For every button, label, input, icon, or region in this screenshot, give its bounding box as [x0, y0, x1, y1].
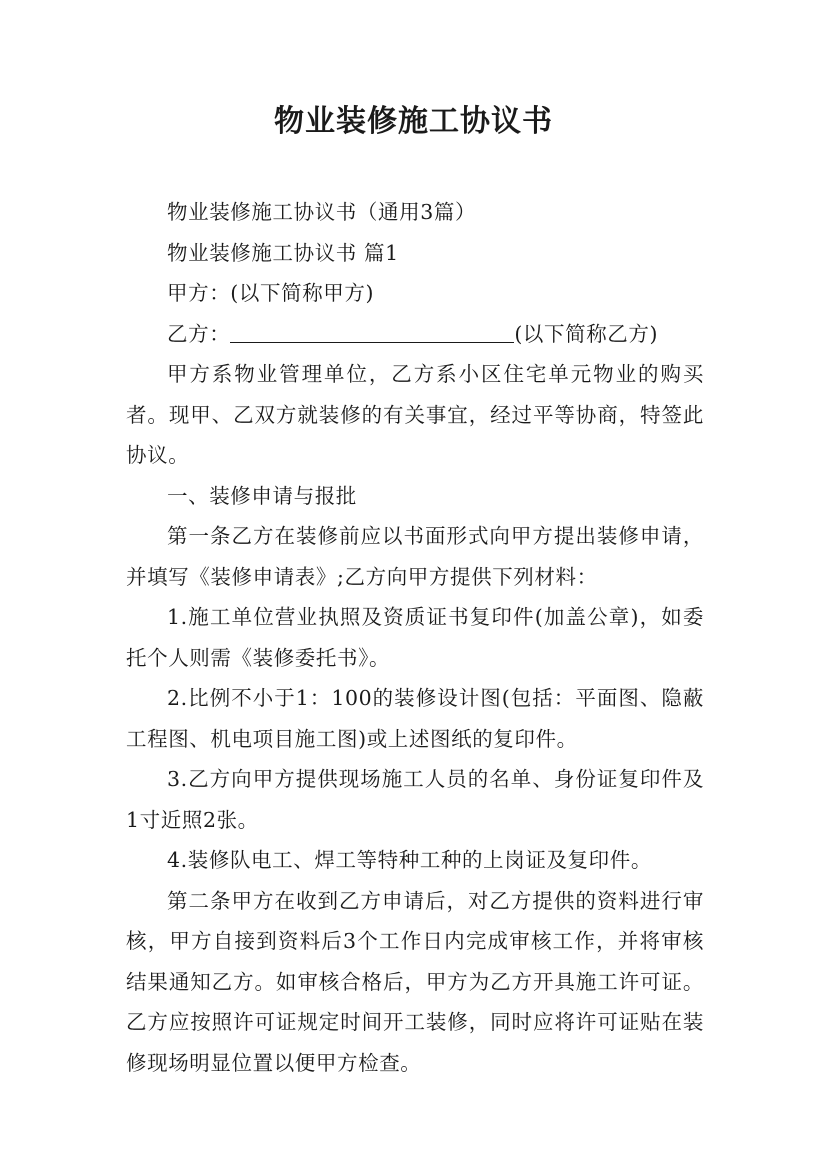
item-3-paragraph: 3.乙方向甲方提供现场施工人员的名单、身份证复印件及1寸近照2张。 — [126, 767, 704, 832]
chapter-heading-paragraph: 一、装修申请与报批 — [167, 483, 357, 508]
article-2-paragraph: 第二条甲方在收到乙方申请后，对乙方提供的资料进行审核，甲方自接到资料后3个工作日内完成审核工作，并将审核结果通知乙方。如审核合格后，甲方为乙方开具施工许可证。乙方应按照许可证规定时间开工装修，同时应将许可证贴在装修现场明显位置以便甲方检查。 — [126, 888, 704, 1075]
document-body — [126, 192, 704, 1083]
party-a-paragraph: 甲方：(以下简称甲方) — [167, 281, 375, 305]
subtitle-paragraph: 物业装修施工协议书（通用3篇） — [167, 200, 477, 224]
document-title: 物业装修施工协议书 — [274, 104, 553, 139]
item-4-paragraph: 4.装修队电工、焊工等特种工种的上岗证及复印件。 — [167, 848, 652, 872]
article-1-paragraph: 第一条乙方在装修前应以书面形式向甲方提出装修申请，并填写《装修申请表》;乙方向甲方提供下列材料： — [126, 524, 704, 589]
party-b-label: 乙方： — [167, 321, 231, 346]
item-1-paragraph: 1.施工单位营业执照及资质证书复印件(加盖公章)，如委托个人则需《装修委托书》。 — [126, 605, 704, 670]
party-b-suffix: (以下简称乙方) — [514, 321, 659, 346]
party-b-paragraph — [126, 314, 704, 355]
section-heading-paragraph: 物业装修施工协议书 篇1 — [167, 240, 399, 265]
intro-paragraph: 甲方系物业管理单位，乙方系小区住宅单元物业的购买者。现甲、乙双方就装修的有关事宜，经过平等协商，特签此协议。 — [126, 362, 704, 467]
item-2-paragraph: 2.比例不小于1：100的装修设计图(包括：平面图、隐蔽工程图、机电项目施工图)或上述图纸的复印件。 — [126, 686, 704, 751]
party-b-blank-line — [230, 320, 514, 343]
